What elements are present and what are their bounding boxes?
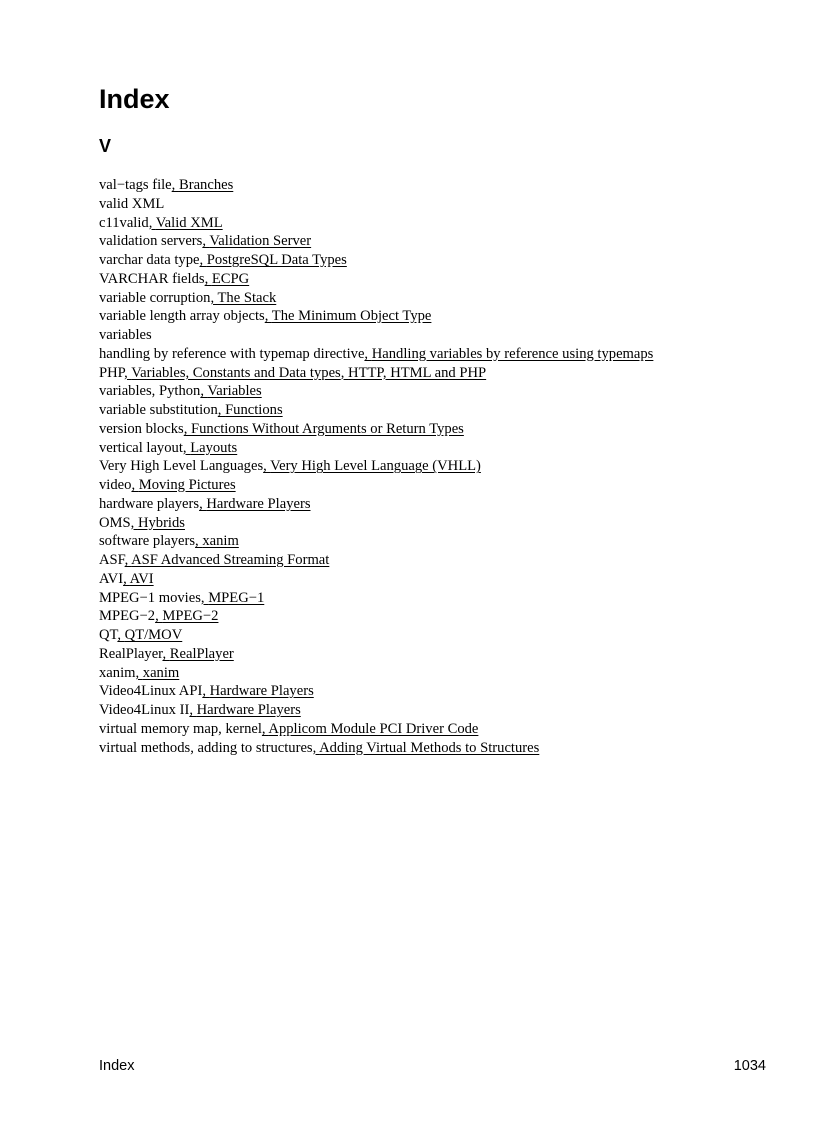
index-link[interactable]: , Functions: [218, 402, 283, 418]
index-entries: [99, 176, 653, 757]
index-entry: [99, 457, 653, 476]
index-term: version blocks: [99, 420, 184, 437]
index-entry: [99, 720, 653, 739]
index-link[interactable]: , ECPG: [205, 271, 250, 287]
index-entry: [99, 739, 653, 758]
footer-section-name: Index: [99, 1058, 135, 1074]
index-entry: [99, 682, 653, 701]
index-term: software players: [99, 533, 196, 550]
index-entry: [99, 607, 653, 626]
index-term: val−tags file: [99, 177, 172, 193]
index-link[interactable]: , Valid XML: [149, 215, 223, 231]
index-link[interactable]: , RealPlayer: [162, 646, 233, 662]
index-link[interactable]: , HTTP, HTML and PHP: [341, 365, 486, 381]
section-letter: V: [99, 136, 112, 156]
index-link[interactable]: , ASF Advanced Streaming Format: [125, 552, 330, 568]
index-link[interactable]: , Moving Pictures: [131, 477, 235, 493]
index-link[interactable]: , Applicom Module PCI Driver Code: [262, 721, 478, 737]
index-term: video: [99, 477, 132, 493]
index-term: xanim: [99, 664, 136, 681]
index-term: handling by reference with typemap directive: [99, 345, 365, 362]
index-term: virtual memory map, kernel: [99, 720, 262, 737]
index-entry: [99, 382, 653, 401]
index-term: PHP: [99, 364, 125, 381]
footer-page-number: 1034: [733, 1058, 766, 1074]
index-entry: [99, 270, 653, 289]
index-entry: [99, 307, 653, 326]
index-term: variable substitution: [99, 402, 218, 418]
index-term: Video4Linux II: [99, 702, 190, 718]
index-term: ASF: [99, 552, 125, 568]
index-term: QT: [99, 627, 118, 643]
index-link[interactable]: , Validation Server: [202, 233, 311, 249]
index-term: hardware players: [99, 495, 200, 512]
index-link[interactable]: , Branches: [172, 177, 234, 193]
index-term: RealPlayer: [99, 645, 163, 662]
index-link[interactable]: , Handling variables by reference using typemaps: [364, 346, 653, 362]
index-link[interactable]: , Adding Virtual Methods to Structures: [313, 740, 540, 756]
index-term: Video4Linux API: [99, 683, 203, 700]
index-entry: [99, 626, 653, 645]
index-link[interactable]: , AVI: [123, 571, 154, 587]
index-link[interactable]: , Variables, Constants and Data types: [124, 365, 341, 381]
index-entry: [99, 439, 653, 458]
index-entry: [99, 401, 653, 420]
index-term: valid XML: [99, 195, 165, 212]
index-link[interactable]: , xanim: [135, 665, 179, 681]
index-link[interactable]: , Variables: [200, 383, 261, 399]
index-term: variables: [99, 327, 152, 343]
index-term: variables, Python: [99, 383, 201, 400]
index-term: variable corruption: [99, 289, 211, 306]
index-entry: [99, 664, 653, 683]
page-title: Index: [99, 84, 170, 114]
index-link[interactable]: , Hardware Players: [199, 496, 310, 512]
index-entry: [99, 589, 653, 608]
index-term: MPEG−1 movies: [99, 589, 201, 606]
index-entry: [99, 420, 653, 439]
index-entry: [99, 495, 653, 514]
index-term: MPEG−2: [99, 608, 156, 625]
index-link[interactable]: , MPEG−1: [201, 590, 264, 606]
index-term: VARCHAR fields: [99, 270, 205, 287]
index-link[interactable]: , Layouts: [183, 440, 237, 456]
index-link[interactable]: , Functions Without Arguments or Return Types: [184, 421, 464, 437]
index-entry: [99, 214, 653, 233]
index-entry: [99, 476, 653, 495]
index-link[interactable]: , Hybrids: [131, 515, 185, 531]
index-link[interactable]: , Hardware Players: [202, 683, 313, 699]
index-link[interactable]: , The Minimum Object Type: [265, 308, 432, 324]
index-link[interactable]: , PostgreSQL Data Types: [199, 252, 346, 268]
index-entry: [99, 251, 653, 270]
index-entry: [99, 364, 653, 383]
index-link[interactable]: , Hardware Players: [189, 702, 300, 718]
index-entry: [99, 551, 653, 570]
index-term: varchar data type: [99, 252, 200, 268]
index-entry: [99, 232, 653, 251]
index-entry: [99, 176, 653, 195]
index-entry: [99, 345, 653, 364]
index-link[interactable]: , xanim: [195, 533, 239, 549]
index-entry: [99, 514, 653, 533]
index-entry: [99, 645, 653, 664]
index-entry: [99, 326, 653, 345]
index-entry: [99, 195, 653, 214]
index-link[interactable]: , Very High Level Language (VHLL): [263, 458, 481, 474]
index-link[interactable]: , The Stack: [210, 290, 276, 306]
index-entry: [99, 532, 653, 551]
index-term: OMS: [99, 514, 131, 531]
index-term: AVI: [99, 570, 124, 587]
index-term: Very High Level Languages: [99, 458, 264, 475]
index-link[interactable]: , QT/MOV: [117, 627, 182, 643]
index-term: c11valid: [99, 214, 149, 231]
index-term: virtual methods, adding to structures: [99, 739, 313, 756]
index-entry: [99, 570, 653, 589]
index-term: vertical layout: [99, 439, 183, 456]
index-term: validation servers: [99, 233, 203, 250]
index-entry: [99, 701, 653, 720]
index-entry: [99, 289, 653, 308]
index-link[interactable]: , MPEG−2: [155, 608, 218, 624]
index-term: variable length array objects: [99, 308, 265, 325]
